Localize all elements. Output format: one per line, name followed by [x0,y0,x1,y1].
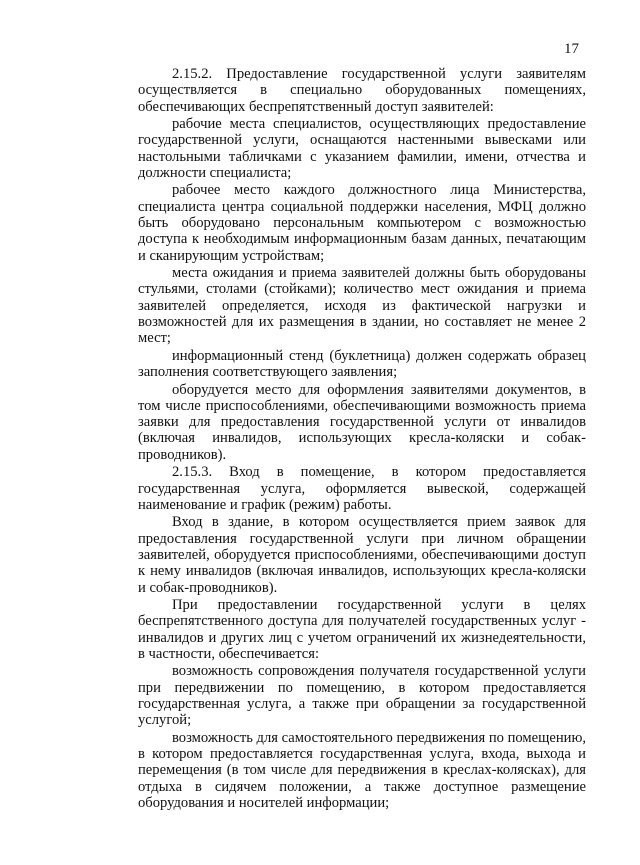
paragraph-2-15-3: 2.15.3. Вход в помещение, в котором предоставляется государственная услуга, оформляется вывеской, содержащей наименование и график (режим) работы. [138,464,586,513]
paragraph-official-workplace: рабочее место каждого должностного лица Министерства, специалиста центра социальной поддержки населения, МФЦ должно быть оборудовано персональным компьютером с возможностью доступа к необходимым информационным базам данных, печатающим и сканирующим устройствам; [138,182,586,264]
paragraph-specialist-workplaces: рабочие места специалистов, осуществляющих предоставление государственной услуги, оснащаются настенными вывесками или настольными табличками с указанием фамилии, имени, отчества и должности специалиста; [138,116,586,181]
paragraph-2-15-2: 2.15.2. Предоставление государственной услуги заявителям осуществляется в специально оборудованных помещениях, обеспечивающих беспрепятственный доступ заявителей: [138,66,586,115]
paragraph-info-stand: информационный стенд (буклетница) должен содержать образец заполнения соответствующего заявления; [138,347,586,381]
paragraph-document-place: оборудуется место для оформления заявителями документов, в том числе приспособлениями, обеспечивающими возможность приема заявки для предоставления государственной услуги от инвалидов (включая инвалидов, использующих кресла-коляски и собак-проводников). [138,381,586,463]
paragraph-self-movement: возможность для самостоятельного передвижения по помещению, в котором предоставляется государственная услуга, входа, выхода и перемещения (в том числе для передвижения в креслах-колясках), для отдыха в сидячем положении, а также доступное размещение оборудования и носителей информации; [138,729,587,811]
paragraph-accessibility-intro: При предоставлении государственной услуги в целях беспрепятственного доступа для получателей государственных услуг - инвалидов и других лиц с учетом ограничений их жизнедеятельности, в частности, обеспечивается: [138,597,586,662]
paragraph-accompaniment: возможность сопровождения получателя государственной услуги при передвижении по помещению, в котором предоставляется государственная услуга, а также при обращении за государственной услугой; [138,663,586,729]
paragraph-building-entrance: Вход в здание, в котором осуществляется прием заявок для предоставления государственной услуги при личном обращении заявителей, оборудуется приспособлениями, обеспечивающими доступ к нему инвалидов (включая инвалидов, использующих кресла-коляски и собак-проводников). [138,514,586,596]
paragraph-waiting-area: места ожидания и приема заявителей должны быть оборудованы стульями, столами (стойками); количество мест ожидания и приема заявителей определяется, исходя из фактической нагрузки и возможностей для их размещения в здании, но составляет не менее 2 мест; [138,265,586,347]
page-number: 17 [564,41,579,57]
body-text [138,66,586,812]
